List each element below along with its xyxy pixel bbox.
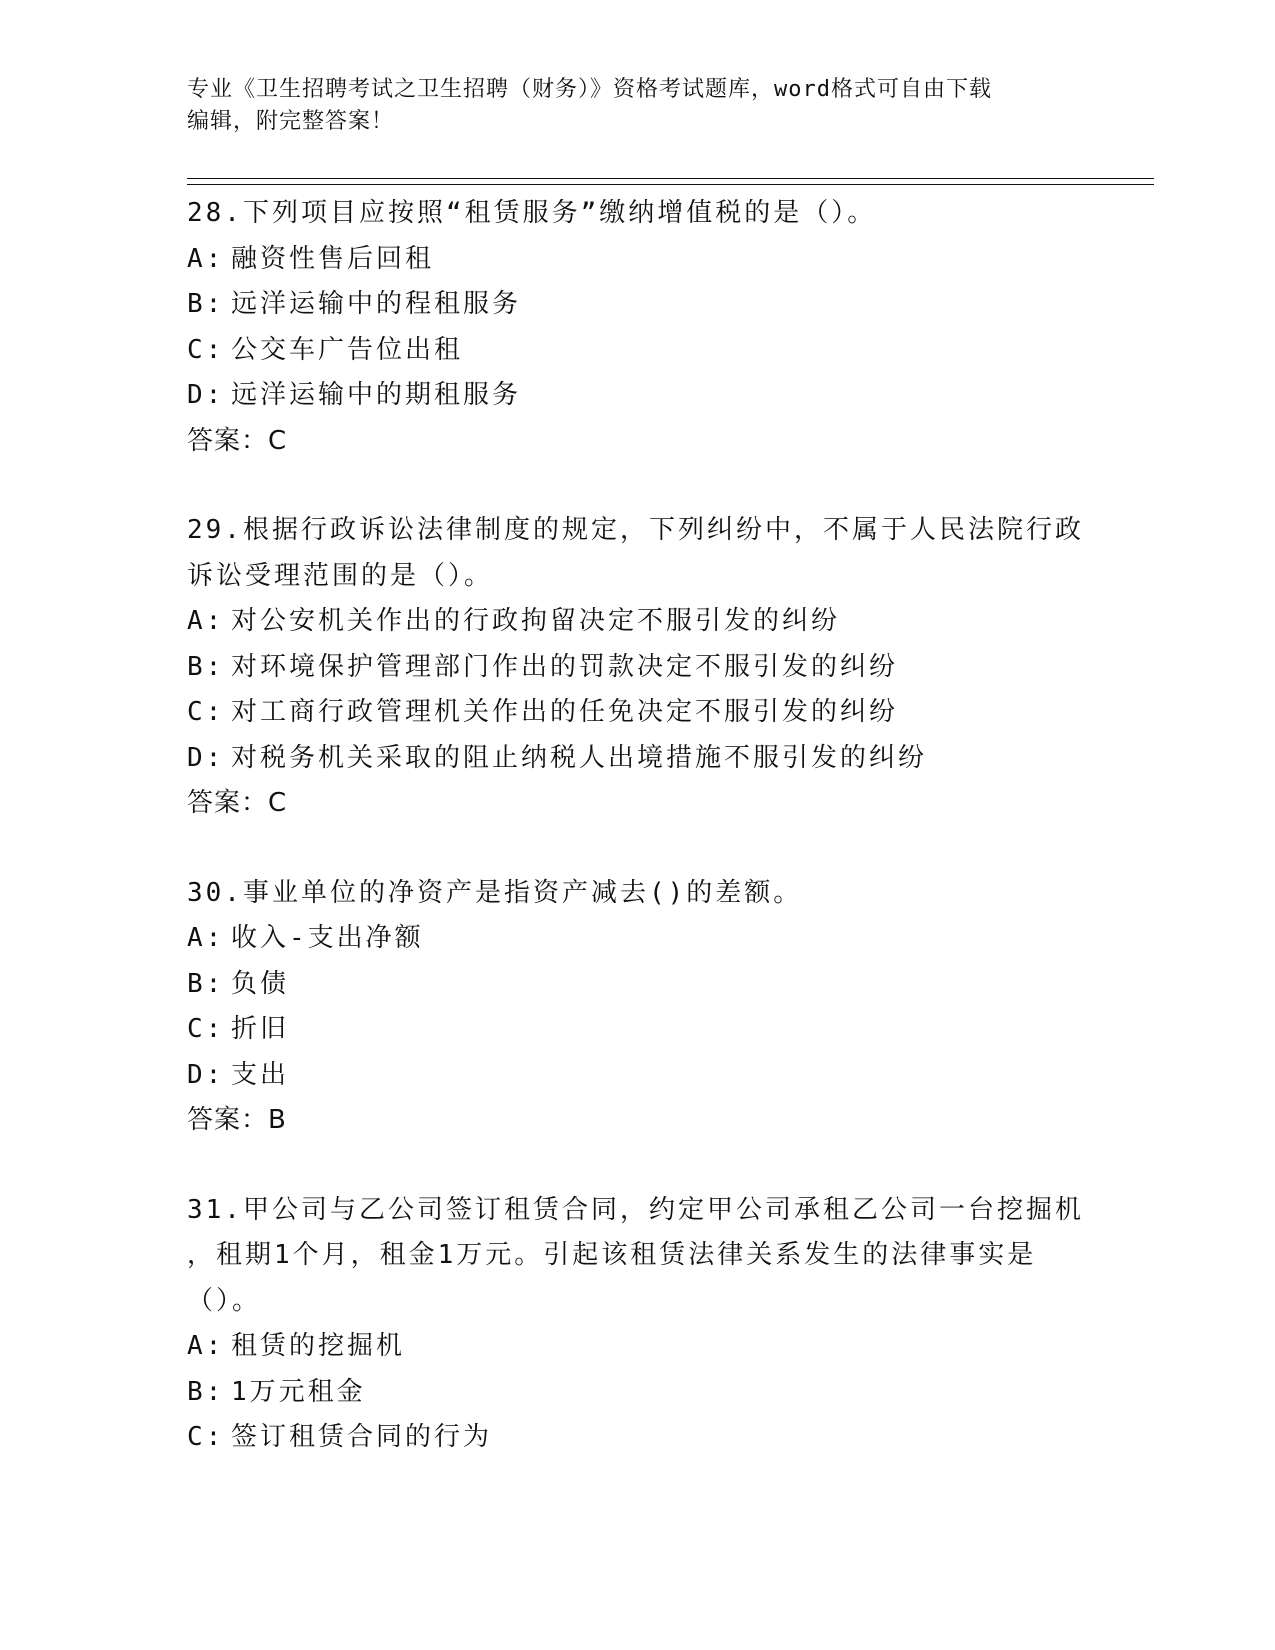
option-key: C: xyxy=(187,334,225,365)
answer-text: 答案：C xyxy=(187,788,288,818)
option-text: 1万元租金 xyxy=(231,1376,366,1407)
question-block xyxy=(187,1188,1087,1461)
question-text: 30.事业单位的净资产是指资产减去()的差额。 xyxy=(187,877,803,908)
option-key: A: xyxy=(187,243,225,274)
option-item xyxy=(187,237,1087,283)
option-key: D: xyxy=(187,742,225,773)
option-text: 对公安机关作出的行政拘留决定不服引发的纠纷 xyxy=(231,606,841,636)
option-key: C: xyxy=(187,1014,225,1044)
answer-text: 答案：B xyxy=(187,1105,287,1135)
option-text: 支出 xyxy=(231,1059,290,1090)
option-key: B: xyxy=(187,289,225,319)
header-divider-top xyxy=(187,178,1154,179)
option-key: B: xyxy=(187,651,225,682)
option-key: C: xyxy=(187,1422,225,1452)
option-text: 负债 xyxy=(231,968,290,999)
option-item xyxy=(187,1053,1087,1099)
question-text: 31.甲公司与乙公司签订租赁合同，约定甲公司承租乙公司一台挖掘机 xyxy=(187,1194,1084,1225)
option-item xyxy=(187,690,1087,736)
option-key: A: xyxy=(187,606,225,636)
option-item xyxy=(187,1415,1087,1461)
option-key: B: xyxy=(187,968,225,999)
question-text: ，租期1个月，租金1万元。引起该租赁法律关系发生的法律事实是 xyxy=(187,1240,1037,1270)
option-text: 远洋运输中的期租服务 xyxy=(231,380,522,410)
option-text: 租赁的挖掘机 xyxy=(231,1331,406,1361)
question-block xyxy=(187,191,1087,464)
answer-text: 答案：C xyxy=(187,425,288,456)
option-text: 远洋运输中的程租服务 xyxy=(231,289,522,319)
question-text: 诉讼受理范围的是（）。 xyxy=(187,560,494,591)
option-text: 收入-支出净额 xyxy=(231,923,424,953)
header-line-2: 编辑，附完整答案！ xyxy=(187,109,395,134)
option-text: 折旧 xyxy=(231,1014,290,1044)
question-block xyxy=(187,508,1087,827)
document-header xyxy=(187,74,1067,138)
question-text: （）。 xyxy=(187,1285,262,1316)
option-text: 对税务机关采取的阻止纳税人出境措施不服引发的纠纷 xyxy=(231,742,928,773)
option-item xyxy=(187,328,1087,374)
option-item xyxy=(187,1007,1087,1053)
question-list xyxy=(187,191,1087,1505)
option-item xyxy=(187,599,1087,645)
option-item xyxy=(187,736,1087,782)
option-item xyxy=(187,962,1087,1008)
question-text: 29.根据行政诉讼法律制度的规定，下列纠纷中，不属于人民法院行政 xyxy=(187,515,1084,545)
question-text: 28.下列项目应按照“租赁服务”缴纳增值税的是（）。 xyxy=(187,198,877,228)
option-item xyxy=(187,1370,1087,1416)
option-key: D: xyxy=(187,1059,225,1090)
option-key: A: xyxy=(187,1331,225,1361)
option-key: C: xyxy=(187,697,225,727)
question-block xyxy=(187,871,1087,1144)
header-divider-bottom xyxy=(187,184,1154,185)
option-key: A: xyxy=(187,923,225,953)
option-item xyxy=(187,1324,1087,1370)
option-text: 融资性售后回租 xyxy=(231,243,435,274)
option-item xyxy=(187,916,1087,962)
option-text: 对环境保护管理部门作出的罚款决定不服引发的纠纷 xyxy=(231,651,899,682)
option-item xyxy=(187,282,1087,328)
option-text: 对工商行政管理机关作出的任免决定不服引发的纠纷 xyxy=(231,697,899,727)
option-key: B: xyxy=(187,1376,225,1407)
option-text: 公交车广告位出租 xyxy=(231,334,464,365)
option-item xyxy=(187,373,1087,419)
option-text: 签订租赁合同的行为 xyxy=(231,1422,493,1452)
option-item xyxy=(187,645,1087,691)
header-line-1: 专业《卫生招聘考试之卫生招聘（财务）》资格考试题库，word格式可自由下载 xyxy=(187,77,992,102)
option-key: D: xyxy=(187,380,225,410)
